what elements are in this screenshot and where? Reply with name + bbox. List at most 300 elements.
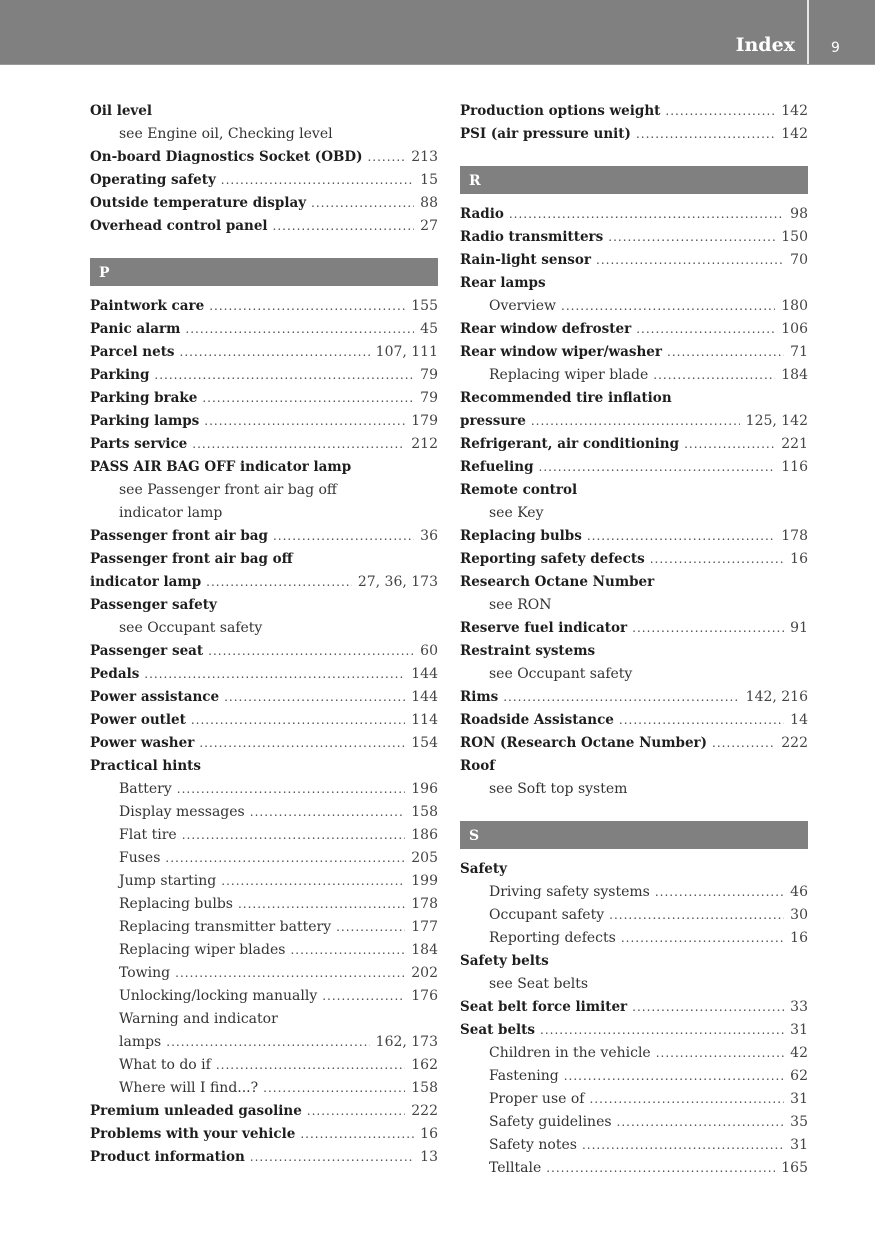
index-subentry: [460, 904, 808, 927]
index-entry: [90, 1123, 438, 1146]
entry-page-ref: 177: [411, 919, 438, 935]
entry-term: Proper use of: [489, 1091, 585, 1107]
entry-page-ref: 213: [411, 149, 438, 165]
dot-leader: [273, 525, 414, 548]
entry-page-ref: 62: [790, 1068, 808, 1084]
dot-leader: [250, 1146, 414, 1169]
index-entry: [460, 950, 808, 973]
dot-leader: [165, 847, 405, 870]
index-entry: [460, 709, 808, 732]
index-subentry: [90, 801, 438, 824]
entry-term: Children in the vehicle: [489, 1045, 651, 1061]
dot-leader: [191, 709, 405, 732]
header-divider: [807, 0, 809, 64]
entry-term: see Occupant safety: [119, 620, 263, 636]
dot-leader: [180, 341, 370, 364]
dot-leader: [582, 1134, 784, 1157]
dot-leader: [561, 295, 775, 318]
index-entry: [460, 548, 808, 571]
dot-leader: [684, 433, 775, 456]
index-entry: [90, 1100, 438, 1123]
dot-leader: [224, 686, 405, 709]
index-subentry: [460, 295, 808, 318]
entry-term: Passenger safety: [90, 597, 217, 613]
entry-term: Fuses: [119, 850, 161, 866]
entry-term: Battery: [119, 781, 172, 797]
index-entry: [90, 709, 438, 732]
entry-page-ref: 178: [781, 528, 808, 544]
index-entry: [460, 617, 808, 640]
index-subentry: [460, 927, 808, 950]
entry-term: Rear lamps: [460, 275, 546, 291]
dot-leader: [175, 962, 405, 985]
entry-page-ref: 60: [420, 643, 438, 659]
entry-page-ref: 142: [781, 126, 808, 142]
entry-page-ref: 13: [420, 1149, 438, 1165]
index-entry: [90, 548, 438, 571]
dot-leader: [546, 1157, 775, 1180]
entry-page-ref: 178: [411, 896, 438, 912]
entry-term: Warning and indicator: [119, 1011, 278, 1027]
entry-page-ref: 27: [420, 218, 438, 234]
entry-term: Remote control: [460, 482, 578, 498]
index-subentry: [460, 1042, 808, 1065]
dot-leader: [221, 169, 414, 192]
index-subentry: [90, 1077, 438, 1100]
index-entry: [90, 640, 438, 663]
entry-page-ref: 31: [790, 1137, 808, 1153]
entry-page-ref: 179: [411, 413, 438, 429]
entry-term: Flat tire: [119, 827, 177, 843]
entry-term: Research Octane Number: [460, 574, 655, 590]
entry-term: Replacing wiper blades: [119, 942, 286, 958]
entry-term: Restraint systems: [460, 643, 596, 659]
dot-leader: [154, 364, 414, 387]
dot-leader: [206, 571, 352, 594]
index-entry: [90, 1146, 438, 1169]
entry-page-ref: 142, 216: [745, 689, 808, 705]
dot-leader: [539, 456, 776, 479]
entry-term: Seat belts: [460, 1022, 536, 1038]
dot-leader: [665, 100, 775, 123]
entry-term: see Seat belts: [489, 976, 589, 992]
entry-term: Power washer: [90, 735, 195, 751]
dot-leader: [650, 548, 784, 571]
index-entry: [90, 755, 438, 778]
index-subentry: [460, 1088, 808, 1111]
entry-term: PSI (air pressure unit): [460, 126, 631, 142]
dot-leader: [199, 732, 405, 755]
dot-leader: [209, 295, 405, 318]
entry-term: Passenger seat: [90, 643, 204, 659]
dot-leader: [367, 146, 405, 169]
entry-page-ref: 16: [420, 1126, 438, 1142]
index-entry: [90, 387, 438, 410]
index-entry: [460, 341, 808, 364]
index-subentry: [460, 594, 808, 617]
entry-page-ref: 88: [420, 195, 438, 211]
entry-term: see Passenger front air bag off: [119, 482, 337, 498]
index-subentry: [90, 1054, 438, 1077]
entry-term: Operating safety: [90, 172, 216, 188]
dot-leader: [503, 686, 739, 709]
entry-term: lamps: [119, 1034, 162, 1050]
entry-term: Product information: [90, 1149, 245, 1165]
entry-term: What to do if: [119, 1057, 211, 1073]
entry-page-ref: 158: [411, 1080, 438, 1096]
index-entry: [90, 318, 438, 341]
entry-term: Rear window defroster: [460, 321, 632, 337]
entry-term: Replacing bulbs: [460, 528, 582, 544]
index-entry: [460, 640, 808, 663]
index-subentry: [460, 1065, 808, 1088]
dot-leader: [632, 996, 784, 1019]
entry-page-ref: 106: [781, 321, 808, 337]
entry-page-ref: 31: [790, 1022, 808, 1038]
dot-leader: [307, 1100, 405, 1123]
dot-leader: [589, 1088, 784, 1111]
entry-page-ref: 205: [411, 850, 438, 866]
dot-leader: [564, 1065, 784, 1088]
entry-term: Fastening: [489, 1068, 559, 1084]
entry-term: see Key: [489, 505, 544, 521]
entry-term: Driving safety systems: [489, 884, 650, 900]
index-entry: [460, 123, 808, 146]
entry-term: Refueling: [460, 459, 534, 475]
entry-term: Practical hints: [90, 758, 201, 774]
entry-page-ref: 15: [420, 172, 438, 188]
index-subentry: [460, 1157, 808, 1180]
entry-term: Towing: [119, 965, 171, 981]
index-entry: [90, 215, 438, 238]
dot-leader: [221, 870, 405, 893]
dot-leader: [540, 1019, 784, 1042]
entry-term: Premium unleaded gasoline: [90, 1103, 302, 1119]
entry-term: Replacing bulbs: [119, 896, 233, 912]
index-entry: [90, 525, 438, 548]
entry-page-ref: 144: [411, 666, 438, 682]
entry-page-ref: 16: [790, 551, 808, 567]
index-entry: [460, 318, 808, 341]
index-entry: [90, 364, 438, 387]
index-subentry: [90, 1031, 438, 1054]
entry-term: Seat belt force limiter: [460, 999, 628, 1015]
entry-page-ref: 14: [790, 712, 808, 728]
index-entry: [90, 594, 438, 617]
entry-page-ref: 46: [790, 884, 808, 900]
entry-term: Radio transmitters: [460, 229, 604, 245]
entry-page-ref: 36: [420, 528, 438, 544]
dot-leader: [263, 1077, 405, 1100]
index-subentry: [460, 1134, 808, 1157]
entry-page-ref: 154: [411, 735, 438, 751]
index-subentry: [90, 916, 438, 939]
dot-leader: [667, 341, 784, 364]
entry-term: Rain-light sensor: [460, 252, 591, 268]
index-subentry: [90, 962, 438, 985]
entry-term: Jump starting: [119, 873, 217, 889]
index-subentry: [90, 123, 438, 146]
entry-page-ref: 180: [781, 298, 808, 314]
entry-page-ref: 222: [411, 1103, 438, 1119]
index-subentry: [90, 893, 438, 916]
entry-page-ref: 30: [790, 907, 808, 923]
index-subentry: [460, 973, 808, 996]
index-entry: [460, 1019, 808, 1042]
entry-term: pressure: [460, 413, 526, 429]
index-entry: [90, 433, 438, 456]
entry-page-ref: 98: [790, 206, 808, 222]
entry-term: Passenger front air bag: [90, 528, 268, 544]
index-entry: [90, 100, 438, 123]
entry-term: Reporting defects: [489, 930, 616, 946]
entry-term: Rear window wiper/washer: [460, 344, 663, 360]
dot-leader: [587, 525, 775, 548]
dot-leader: [336, 916, 405, 939]
index-entry: [90, 295, 438, 318]
index-entry: [90, 341, 438, 364]
entry-term: see Engine oil, Checking level: [119, 126, 333, 142]
entry-term: Radio: [460, 206, 504, 222]
index-entry: [90, 192, 438, 215]
entry-term: Safety guidelines: [489, 1114, 612, 1130]
dot-leader: [185, 318, 414, 341]
entry-term: Reserve fuel indicator: [460, 620, 628, 636]
entry-term: Parking brake: [90, 390, 198, 406]
entry-term: indicator lamp: [119, 505, 223, 521]
entry-term: PASS AIR BAG OFF indicator lamp: [90, 459, 352, 475]
index-entry: [90, 732, 438, 755]
entry-term: Safety: [460, 861, 507, 877]
entry-term: indicator lamp: [90, 574, 202, 590]
dot-leader: [655, 881, 784, 904]
entry-term: Problems with your vehicle: [90, 1126, 296, 1142]
entry-page-ref: 162, 173: [375, 1034, 438, 1050]
entry-page-ref: 158: [411, 804, 438, 820]
entry-page-ref: 114: [411, 712, 438, 728]
entry-term: Outside temperature display: [90, 195, 307, 211]
entry-term: Replacing wiper blade: [489, 367, 649, 383]
index-entry: [460, 433, 808, 456]
dot-leader: [166, 1031, 369, 1054]
index-subentry: [460, 663, 808, 686]
index-subentry: [90, 1008, 438, 1031]
entry-page-ref: 150: [781, 229, 808, 245]
entry-page-ref: 71: [790, 344, 808, 360]
index-subentry: [90, 985, 438, 1008]
index-subentry: [460, 778, 808, 801]
dot-leader: [290, 939, 405, 962]
index-entry: [460, 249, 808, 272]
entry-page-ref: 27, 36, 173: [357, 574, 438, 590]
dot-leader: [182, 824, 406, 847]
index-entry: [90, 456, 438, 479]
dot-leader: [509, 203, 784, 226]
index-entry: [90, 686, 438, 709]
entry-term: Oil level: [90, 103, 152, 119]
page-number: 9: [831, 40, 840, 56]
index-subentry: [90, 870, 438, 893]
entry-term: Overhead control panel: [90, 218, 268, 234]
entry-term: Display messages: [119, 804, 245, 820]
index-entry: [460, 732, 808, 755]
dot-leader: [238, 893, 405, 916]
dot-leader: [656, 1042, 784, 1065]
entry-term: Where will I find...?: [119, 1080, 259, 1096]
dot-leader: [531, 410, 740, 433]
entry-term: RON (Research Octane Number): [460, 735, 708, 751]
index-entry: [460, 858, 808, 881]
index-subentry: [90, 824, 438, 847]
entry-term: Parking: [90, 367, 150, 383]
section-title: Index: [735, 34, 795, 56]
entry-page-ref: 199: [411, 873, 438, 889]
index-entry: [460, 571, 808, 594]
entry-page-ref: 91: [790, 620, 808, 636]
entry-page-ref: 33: [790, 999, 808, 1015]
index-entry: [460, 525, 808, 548]
section-heading-p: P: [90, 258, 438, 286]
entry-page-ref: 184: [411, 942, 438, 958]
entry-page-ref: 116: [781, 459, 808, 475]
dot-leader: [636, 123, 775, 146]
entry-term: see RON: [489, 597, 552, 613]
index-entry: [460, 996, 808, 1019]
entry-term: see Soft top system: [489, 781, 628, 797]
index-entry: [460, 456, 808, 479]
index-entry: [460, 410, 808, 433]
entry-term: Safety belts: [460, 953, 549, 969]
index-subentry: [90, 502, 438, 525]
dot-leader: [177, 778, 405, 801]
entry-term: Pedals: [90, 666, 140, 682]
index-entry: [460, 272, 808, 295]
dot-leader: [300, 1123, 414, 1146]
index-column-left: [90, 100, 438, 1169]
entry-term: Telltale: [489, 1160, 542, 1176]
entry-term: Passenger front air bag off: [90, 551, 293, 567]
entry-term: Production options weight: [460, 103, 661, 119]
index-entry: [90, 410, 438, 433]
entry-term: Overview: [489, 298, 557, 314]
entry-term: Parcel nets: [90, 344, 175, 360]
dot-leader: [596, 249, 784, 272]
index-subentry: [460, 502, 808, 525]
entry-page-ref: 196: [411, 781, 438, 797]
index-subentry: [90, 617, 438, 640]
dot-leader: [712, 732, 775, 755]
entry-term: Occupant safety: [489, 907, 605, 923]
entry-page-ref: 35: [790, 1114, 808, 1130]
entry-page-ref: 31: [790, 1091, 808, 1107]
entry-page-ref: 162: [411, 1057, 438, 1073]
entry-term: Safety notes: [489, 1137, 577, 1153]
entry-page-ref: 142: [781, 103, 808, 119]
index-column-right: [460, 100, 808, 1180]
dot-leader: [322, 985, 405, 1008]
dot-leader: [632, 617, 784, 640]
entry-page-ref: 45: [420, 321, 438, 337]
index-subentry: [460, 881, 808, 904]
index-entry: [460, 203, 808, 226]
entry-page-ref: 202: [411, 965, 438, 981]
section-heading-r: R: [460, 166, 808, 194]
entry-term: Parking lamps: [90, 413, 200, 429]
entry-term: On-board Diagnostics Socket (OBD): [90, 149, 363, 165]
dot-leader: [192, 433, 405, 456]
dot-leader: [273, 215, 415, 238]
entry-page-ref: 144: [411, 689, 438, 705]
entry-page-ref: 222: [781, 735, 808, 751]
entry-term: Recommended tire inflation: [460, 390, 672, 406]
entry-page-ref: 221: [781, 436, 808, 452]
entry-term: Reporting safety defects: [460, 551, 645, 567]
dot-leader: [216, 1054, 405, 1077]
entry-term: Roof: [460, 758, 496, 774]
index-entry: [90, 663, 438, 686]
dot-leader: [619, 709, 784, 732]
index-entry: [460, 755, 808, 778]
entry-term: see Occupant safety: [489, 666, 633, 682]
section-heading-s: S: [460, 821, 808, 849]
entry-term: Panic alarm: [90, 321, 181, 337]
entry-page-ref: 176: [411, 988, 438, 1004]
page-header: [0, 0, 875, 65]
index-subentry: [460, 364, 808, 387]
entry-term: Power outlet: [90, 712, 186, 728]
entry-page-ref: 155: [411, 298, 438, 314]
index-entry: [90, 169, 438, 192]
dot-leader: [204, 410, 405, 433]
dot-leader: [250, 801, 406, 824]
index-subentry: [90, 939, 438, 962]
entry-term: Power assistance: [90, 689, 220, 705]
entry-term: Roadside Assistance: [460, 712, 614, 728]
index-entry: [460, 387, 808, 410]
index-entry: [460, 100, 808, 123]
entry-term: Replacing transmitter battery: [119, 919, 332, 935]
entry-page-ref: 42: [790, 1045, 808, 1061]
index-subentry: [460, 1111, 808, 1134]
entry-page-ref: 186: [411, 827, 438, 843]
entry-page-ref: 212: [411, 436, 438, 452]
entry-page-ref: 16: [790, 930, 808, 946]
entry-page-ref: 184: [781, 367, 808, 383]
entry-page-ref: 107, 111: [375, 344, 438, 360]
dot-leader: [621, 927, 784, 950]
dot-leader: [653, 364, 775, 387]
index-entry: [460, 479, 808, 502]
dot-leader: [609, 904, 784, 927]
entry-page-ref: 79: [420, 367, 438, 383]
index-subentry: [90, 847, 438, 870]
entry-term: Rims: [460, 689, 499, 705]
index-entry: [460, 686, 808, 709]
dot-leader: [617, 1111, 785, 1134]
index-entry: [90, 571, 438, 594]
dot-leader: [608, 226, 775, 249]
entry-page-ref: 165: [781, 1160, 808, 1176]
index-subentry: [90, 479, 438, 502]
dot-leader: [144, 663, 405, 686]
index-entry: [460, 226, 808, 249]
dot-leader: [208, 640, 414, 663]
entry-page-ref: 125, 142: [745, 413, 808, 429]
entry-term: Paintwork care: [90, 298, 205, 314]
entry-term: Parts service: [90, 436, 188, 452]
index-entry: [90, 146, 438, 169]
index-subentry: [90, 778, 438, 801]
